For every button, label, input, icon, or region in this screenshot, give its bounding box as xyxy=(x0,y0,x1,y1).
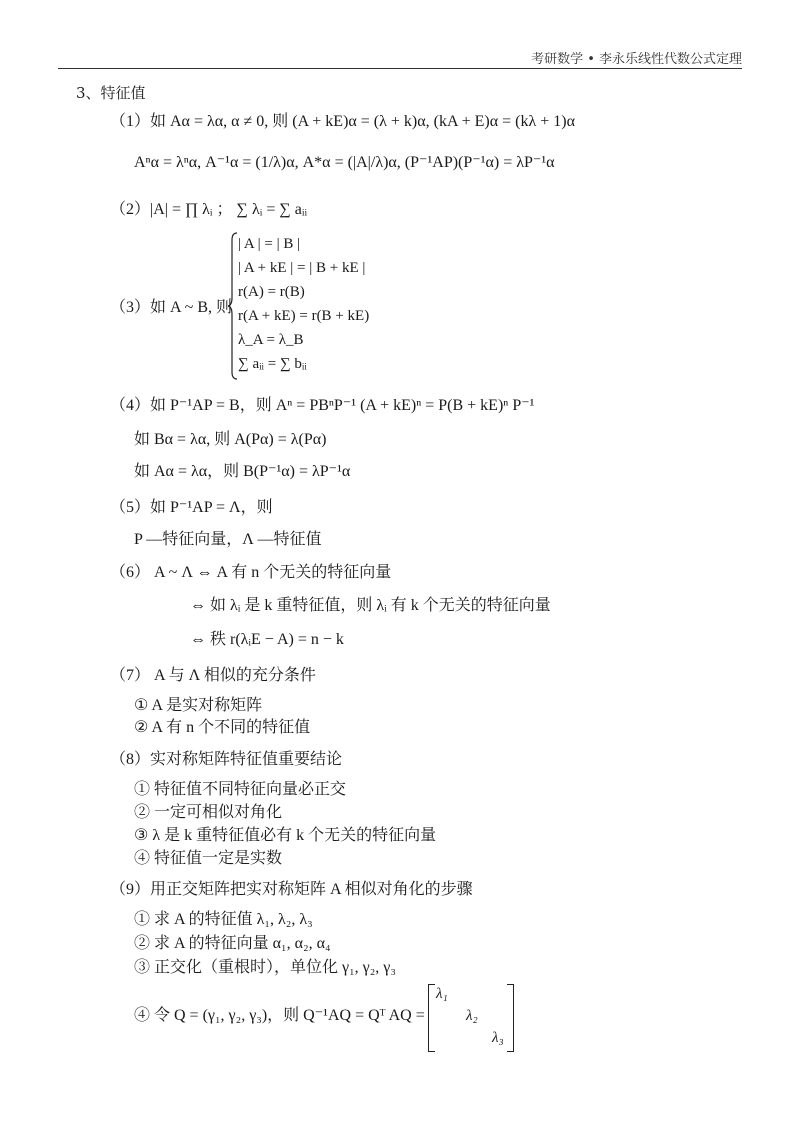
item-5-line-2: P —特征向量，Λ —特征值 xyxy=(134,531,322,548)
item-8-point-1: ① 特征值不同特征向量必正交 xyxy=(134,781,347,798)
item-7-title: （7） A 与 Λ 相似的充分条件 xyxy=(110,667,316,684)
item-4-line-2: 如 Bα = λα, 则 A(Pα) = λ(Pα) xyxy=(134,431,327,448)
item-6-line-3: ⇔ 秩 r(λᵢE − A) = n − k xyxy=(190,631,344,648)
item-9-step-2: ② 求 A 的特征向量 α₁, α₂, α₄ xyxy=(134,935,331,952)
condition-row: ∑ aᵢᵢ = ∑ bᵢᵢ xyxy=(238,356,307,372)
item-5-line-1: （5）如 P⁻¹AP = Λ，则 xyxy=(110,499,273,516)
matrix-entry: λ₂ xyxy=(466,1008,478,1024)
item-2: （2）|A| = ∏ λᵢ ； ∑ λᵢ = ∑ aᵢᵢ xyxy=(110,201,308,218)
item-6-line-1: （6） A ~ Λ ⇔ A 有 n 个无关的特征向量 xyxy=(110,564,392,581)
item-8-point-3: ③ λ 是 k 重特征值必有 k 个无关的特征向量 xyxy=(134,827,437,844)
item-4-line-3: 如 Aα = λα，则 B(P⁻¹α) = λP⁻¹α xyxy=(134,463,351,480)
item-7-point-1: ① A 是实对称矩阵 xyxy=(134,697,263,714)
condition-row: r(A + kE) = r(B + kE) xyxy=(238,308,370,324)
item-4-line-1: （4）如 P⁻¹AP = B，则 Aⁿ = PBⁿP⁻¹ (A + kE)ⁿ = P(B + kE)ⁿ P⁻¹ xyxy=(110,397,535,414)
item-8-title: （8）实对称矩阵特征值重要结论 xyxy=(110,751,343,768)
matrix-right-bracket xyxy=(507,984,514,1052)
condition-row: λ_A = λ_B xyxy=(238,332,304,348)
item-8-point-4: ④ 特征值一定是实数 xyxy=(134,850,283,867)
item-6-line-2: ⇔ 如 λᵢ 是 k 重特征值，则 λᵢ 有 k 个无关的特征向量 xyxy=(190,597,551,614)
item-3-label: （3）如 A ~ B, 则 xyxy=(110,299,233,316)
header-text: 考研数学 • 李永乐线性代数公式定理 xyxy=(531,52,742,67)
condition-row: r(A) = r(B) xyxy=(238,284,305,300)
condition-row: | A | = | B | xyxy=(238,236,301,252)
matrix-entry: λ₃ xyxy=(492,1030,504,1046)
item-9-title: （9）用正交矩阵把实对称矩阵 A 相似对角化的步骤 xyxy=(110,881,473,898)
item-1-line-2: Aⁿα = λⁿα, A⁻¹α = (1/λ)α, A*α = (|A|/λ)α, (P⁻¹AP)(P⁻¹α) = λP⁻¹α xyxy=(134,154,555,171)
item-9-step-4: ④ 令 Q = (γ₁, γ₂, γ₃)，则 Q⁻¹AQ = Qᵀ AQ = xyxy=(134,1007,425,1024)
matrix-entry: λ₁ xyxy=(436,986,448,1002)
left-brace-icon xyxy=(228,232,238,380)
page-header xyxy=(58,48,742,69)
item-1-line-1: （1）如 Aα = λα, α ≠ 0, 则 (A + kE)α = (λ + k)α, (kA + E)α = (kλ + 1)α xyxy=(110,113,575,130)
condition-row: | A + kE | = | B + kE | xyxy=(238,260,366,276)
item-8-point-2: ② 一定可相似对角化 xyxy=(134,804,283,821)
diagonal-matrix xyxy=(428,984,514,1050)
item-9-step-1: ① 求 A 的特征值 λ₁, λ₂, λ₃ xyxy=(134,911,313,928)
matrix-left-bracket xyxy=(428,984,435,1052)
item-7-point-2: ② A 有 n 个不同的特征值 xyxy=(134,719,311,736)
item-9-step-3: ③ 正交化（重根时），单位化 γ₁, γ₂, γ₃ xyxy=(134,959,396,976)
section-title: 3、特征值 xyxy=(76,84,146,102)
